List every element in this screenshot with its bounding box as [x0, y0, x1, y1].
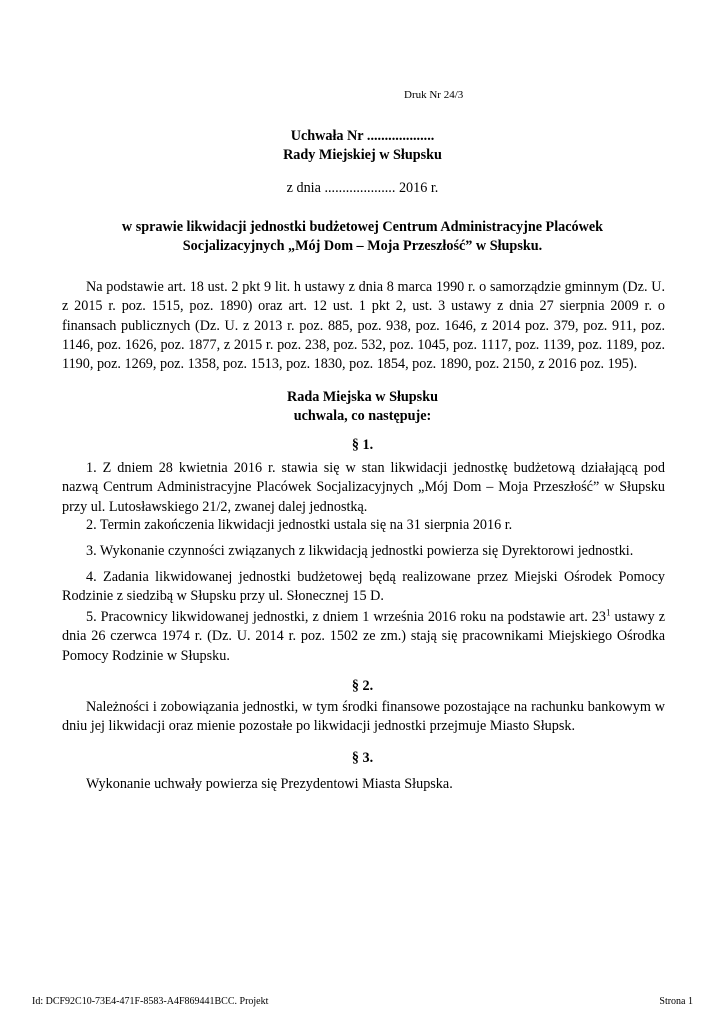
- section-1-point-4: 4. Zadania likwidowanej jednostki budżetowej będą realizowane przez Miejski Ośrodek Pomocy Rodzinie z siedzibą w Słupsku przy ul. Słonecznej 15 D.: [62, 569, 665, 605]
- council-heading: Rada Miejska w Słupsku: [287, 389, 438, 405]
- section-1-point-5-text-a: 5. Pracownicy likwidowanej jednostki, z dniem 1 września 2016 roku na podstawie art. 23: [86, 609, 606, 625]
- section-2-paragraph: Należności i zobowiązania jednostki, w tym środki finansowe pozostające na rachunku bankowym w dniu jej likwidacji oraz mienie pozostałe po likwidacji jednostki przejmuje Miasto Słupsk.: [62, 699, 665, 735]
- superscript: 1: [605, 607, 611, 618]
- resolution-number: Uchwała Nr ...................: [290, 128, 435, 144]
- legal-basis-paragraph: Na podstawie art. 18 ust. 2 pkt 9 lit. h ustawy z dnia 8 marca 1990 r. o samorządzie gminnym (Dz. U. z 2015 r. poz. 1515, poz. 1890) oraz art. 12 ust. 1 pkt 2, ust. 3 ustawy z dnia 27 sierpnia 2009 r. o finansach publicznych (Dz. U. z 2013 r. poz. 885, poz. 938, poz. 1646, z 2014 poz. 379, poz. 911, poz. 1146, poz. 1626, poz. 1877, z 2015 r. poz. 238, poz. 532, poz. 1045, poz. 1117, poz. 1139, poz. 1189, poz. 1190, poz. 1269, poz. 1358, poz. 1513, poz. 1830, poz. 1854, poz. 1890, poz. 2150, z 2016 poz. 195).: [62, 279, 665, 373]
- subject-line-1: w sprawie likwidacji jednostki budżetowej Centrum Administracyjne Placówek: [121, 219, 604, 235]
- resolution-date: z dnia .................... 2016 r.: [286, 180, 439, 196]
- section-3-paragraph: Wykonanie uchwały powierza się Prezydentowi Miasta Słupska.: [86, 776, 453, 792]
- section-1-point-1: 1. Z dniem 28 kwietnia 2016 r. stawia się w stan likwidacji jednostkę budżetową działającą pod nazwą Centrum Administracyjne Placówek Socjalizacyjnych „Mój Dom – Moja Przeszłość” w Słupsku przy ul. Lutosławskiego 21/2, zwanej dalej jednostką.: [62, 460, 665, 515]
- section-1-point-5-text-b: ustawy z dnia 26 czerwca 1974 r. (Dz. U. 2014 r. poz. 1502 ze zm.) stają się pracownikami Miejskiego Ośrodka Pomocy Rodzinie w Słupsku.: [62, 609, 665, 664]
- council-resolves: uchwala, co następuje:: [293, 408, 432, 424]
- section-1-point-2: 2. Termin zakończenia likwidacji jednostki ustala się na 31 sierpnia 2016 r.: [86, 517, 513, 533]
- section-1-point-5: [62, 608, 665, 666]
- document-id: Id: DCF92C10-73E4-471F-8583-A4F869441BCC. Projekt: [32, 996, 269, 1007]
- section-2-heading: § 2.: [351, 678, 374, 694]
- section-3-heading: § 3.: [351, 750, 374, 766]
- section-1-point-3: 3. Wykonanie czynności związanych z likwidacją jednostki powierza się Dyrektorowi jednostki.: [86, 543, 634, 559]
- print-number: Druk Nr 24/3: [404, 89, 464, 101]
- page-number: Strona 1: [659, 996, 693, 1007]
- section-1-heading: § 1.: [351, 437, 374, 453]
- subject-line-2: Socjalizacyjnych „Mój Dom – Moja Przeszłość” w Słupsku.: [182, 238, 543, 254]
- council-name: Rady Miejskiej w Słupsku: [283, 147, 442, 163]
